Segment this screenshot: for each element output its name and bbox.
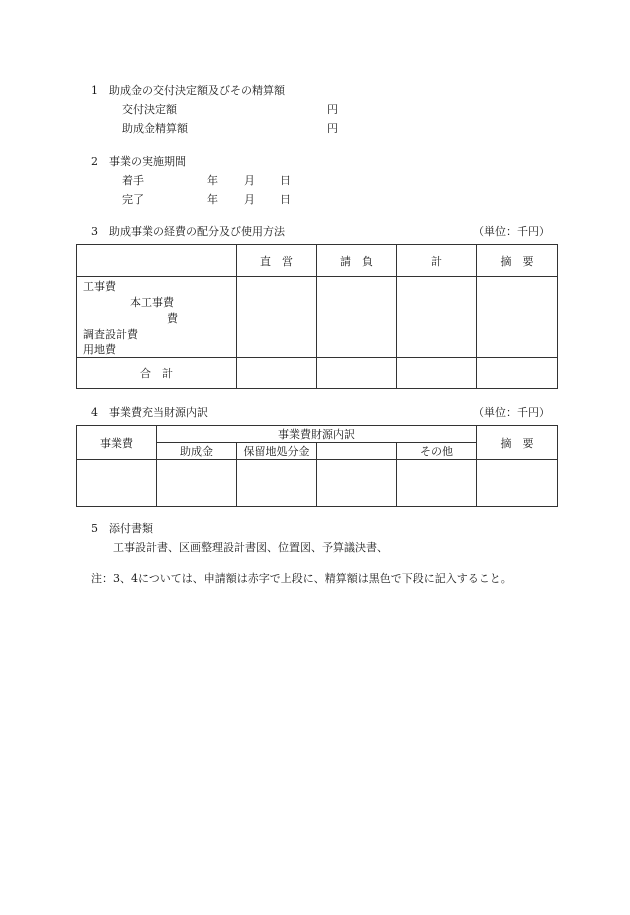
expense-header-blank [77,245,237,277]
decision-amount-unit: 円 [327,103,338,116]
section5-title: 5 添付書類 [91,522,153,535]
settled-amount-label: 助成金精算額 [122,122,188,135]
expense-total-total [397,358,477,389]
end-year-unit: 年 [207,193,218,206]
section4-unit-note: （単位：千円） [473,406,550,419]
settled-amount-unit: 円 [327,122,338,135]
end-day-unit: 日 [280,193,291,206]
category-main-construction: 本工事費 [130,296,174,309]
funding-subheader-reserved-land: 保留地処分金 [237,443,317,460]
expense-header-remarks: 摘 要 [477,245,558,277]
funding-subheader-blank [317,443,397,460]
footnote: 注：3、4については、申請額は赤字で上段に、精算額は黒色で下段に記入すること。 [91,572,512,585]
section1-title: 1 助成金の交付決定額及びその精算額 [91,84,285,97]
expense-total-remarks [477,358,558,389]
expense-cell-remarks [477,277,558,358]
funding-table [76,425,558,507]
end-label: 完了 [122,193,144,206]
funding-cell-blank [317,460,397,507]
category-construction: 工事費 [83,280,116,293]
expense-categories-cell [77,277,237,358]
start-month-unit: 月 [244,174,255,187]
start-year-unit: 年 [207,174,218,187]
funding-cell-other [397,460,477,507]
funding-header-group: 事業費財源内訳 [157,426,477,443]
funding-cell-reserved-land [237,460,317,507]
funding-header-project-cost: 事業費 [77,426,157,460]
funding-subheader-subsidy: 助成金 [157,443,237,460]
section2-title: 2 事業の実施期間 [91,155,186,168]
section3-unit-note: （単位：千円） [473,225,550,238]
category-survey-design: 調査設計費 [83,328,138,341]
end-month-unit: 月 [244,193,255,206]
expense-table [76,244,558,389]
category-land: 用地費 [83,343,116,356]
funding-header-remarks: 摘 要 [477,426,558,460]
expense-total-direct [237,358,317,389]
funding-subheader-other: その他 [397,443,477,460]
expense-header-direct: 直 営 [237,245,317,277]
expense-header-total: 計 [397,245,477,277]
decision-amount-label: 交付決定額 [122,103,177,116]
expense-header-contract: 請 負 [317,245,397,277]
funding-cell-remarks [477,460,558,507]
funding-cell-project-cost [77,460,157,507]
expense-cell-total [397,277,477,358]
expense-cell-direct [237,277,317,358]
category-misc: 費 [167,312,178,325]
expense-total-label: 合 計 [77,358,237,389]
expense-total-contract [317,358,397,389]
attachments-list: 工事設計書、区画整理設計書図、位置図、予算議決書、 [113,541,388,554]
start-label: 着手 [122,174,144,187]
expense-cell-contract [317,277,397,358]
start-day-unit: 日 [280,174,291,187]
section3-title: 3 助成事業の経費の配分及び使用方法 [91,225,285,238]
funding-cell-subsidy [157,460,237,507]
section4-title: 4 事業費充当財源内訳 [91,406,208,419]
